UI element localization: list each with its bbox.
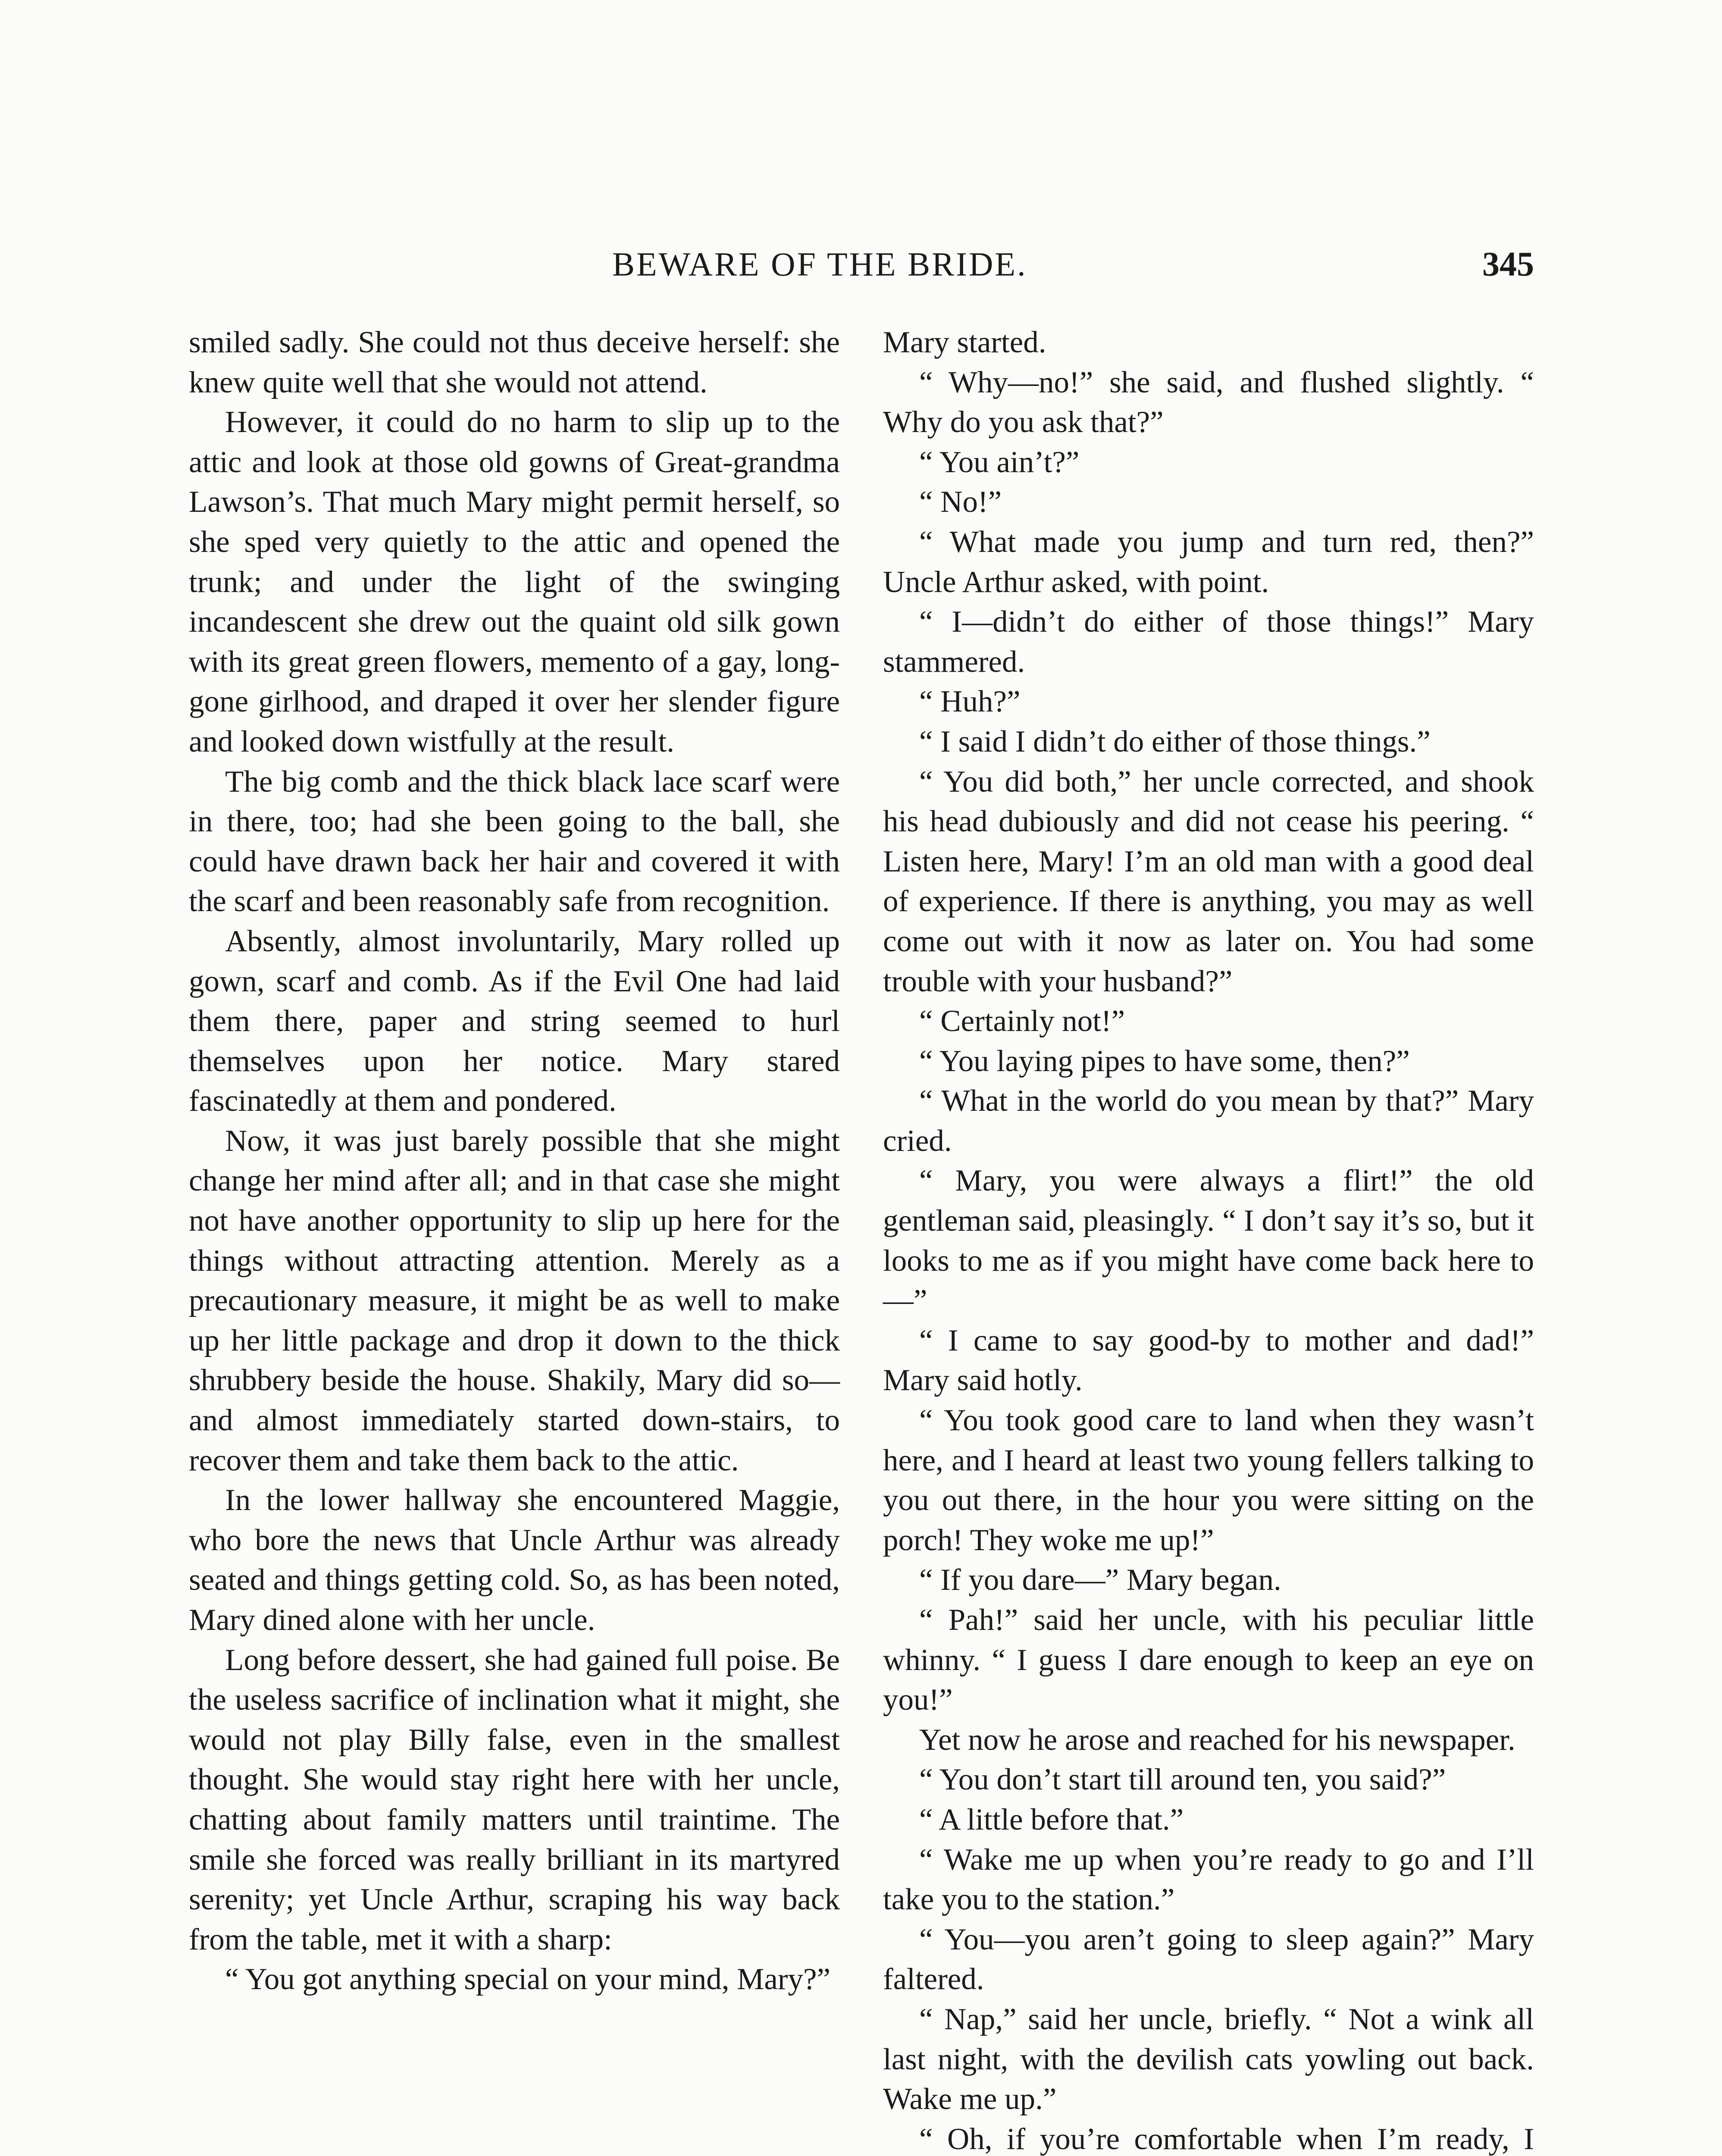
paragraph: In the lower hallway she encountered Maggie, who bore the news that Uncle Arthur was already seated and things getting cold. So, as has been noted, Mary dined alone with her uncle.: [189, 1483, 840, 1637]
paragraph: “ Wake me up when you’re ready to go and I’ll take you to the station.”: [883, 1843, 1534, 1917]
paragraph: Long before dessert, she had gained full poise. Be the useless sacrifice of inclination what it might, she would not play Billy false, even in the smallest thought. She would stay right here with her uncle, chatting about family matters until traintime. The smile she forced was really brilliant in its martyred serenity; yet Uncle Arthur, scraping his way back from the table, met it with a sharp:: [189, 1643, 840, 1956]
paragraph: “ I said I didn’t do either of those things.”: [919, 724, 1431, 758]
paragraph: However, it could do no harm to slip up to the attic and look at those old gowns of Great-grandma Lawson’s. That much Mary might permit herself, so she sped very quietly to the attic and opened the trunk; and under the light of the swinging incandescent she drew out the quaint old silk gown with its great green flowers, memento of a gay, long-gone girlhood, and draped it over her slender figure and looked down wistfully at the result.: [189, 405, 840, 758]
running-title: BEWARE OF THE BRIDE.: [612, 245, 1027, 283]
paragraph: “ You ain’t?”: [919, 445, 1080, 479]
paragraph: Mary started.: [883, 326, 1046, 359]
paragraph: “ Why—no!” she said, and flushed slightly. “ Why do you ask that?”: [883, 365, 1534, 439]
paragraph: “ I came to say good-by to mother and dad!” Mary said hotly.: [883, 1323, 1534, 1398]
text-column-right: [883, 323, 1534, 2156]
paragraph: Yet now he arose and reached for his newspaper.: [919, 1723, 1515, 1757]
text-column-left: [189, 323, 840, 1999]
paragraph: “ If you dare—” Mary began.: [919, 1563, 1281, 1597]
paragraph: “ Nap,” said her uncle, briefly. “ Not a wink all last night, with the devilish cats yowling out back. Wake me up.”: [883, 2002, 1534, 2116]
paragraph: “ You got anything special on your mind, Mary?”: [225, 1962, 831, 1996]
paragraph: “ Mary, you were always a flirt!” the old gentleman said, pleasingly. “ I don’t say it’s so, but it looks to me as if you might have come back here to—”: [883, 1164, 1534, 1318]
paragraph: Now, it was just barely possible that she might change her mind after all; and in that case she might not have another opportunity to slip up here for the things without attracting attention. Merely as a precautionary measure, it might be as well to make up her little package and drop it down to the thick shrubbery beside the house. Shakily, Mary did so—and almost immediately started down-stairs, to recover them and take them back to the attic.: [189, 1124, 840, 1477]
paragraph: “ You don’t start till around ten, you said?”: [919, 1763, 1446, 1797]
paragraph: “ Certainly not!”: [919, 1004, 1125, 1038]
paragraph: “ You laying pipes to have some, then?”: [919, 1044, 1410, 1078]
paragraph: “ I—didn’t do either of those things!” Mary stammered.: [883, 605, 1534, 679]
paragraph: “ No!”: [919, 485, 1002, 519]
paragraph: “ Huh?”: [919, 685, 1021, 719]
paragraph: “ You did both,” her uncle corrected, and shook his head dubiously and did not cease his peering. “ Listen here, Mary! I’m an old man with a good deal of experience. If there is anything, you may as well come out with it now as later on. You had some trouble with your husband?”: [883, 765, 1534, 998]
paragraph: Absently, almost involuntarily, Mary rolled up gown, scarf and comb. As if the Evil One had laid them there, paper and string seemed to hurl themselves upon her notice. Mary stared fascinatedly at them and pondered.: [189, 924, 840, 1118]
paragraph: “ What in the world do you mean by that?” Mary cried.: [883, 1084, 1534, 1158]
paragraph: The big comb and the thick black lace scarf were in there, too; had she been going to the ball, she could have drawn back her hair and covered it with the scarf and been reasonably safe from recognition.: [189, 765, 840, 918]
page-number: 345: [1482, 245, 1534, 283]
paragraph: “ You—you aren’t going to sleep again?” Mary faltered.: [883, 1922, 1534, 1996]
paragraph: “ Pah!” said her uncle, with his peculiar little whinny. “ I guess I dare enough to keep an eye on you!”: [883, 1603, 1534, 1717]
paragraph: “ What made you jump and turn red, then?” Uncle Arthur asked, with point.: [883, 525, 1534, 599]
paragraph: “ Oh, if you’re comfortable when I’m ready, I: [919, 2122, 1534, 2156]
paragraph: “ A little before that.”: [919, 1802, 1184, 1836]
paragraph: “ You took good care to land when they wasn’t here, and I heard at least two young fellers talking to you out there, in the hour you were sitting on the porch! They woke me up!”: [883, 1404, 1534, 1557]
paragraph: smiled sadly. She could not thus deceive herself: she knew quite well that she would not attend.: [189, 326, 840, 399]
running-header: [0, 245, 1722, 292]
